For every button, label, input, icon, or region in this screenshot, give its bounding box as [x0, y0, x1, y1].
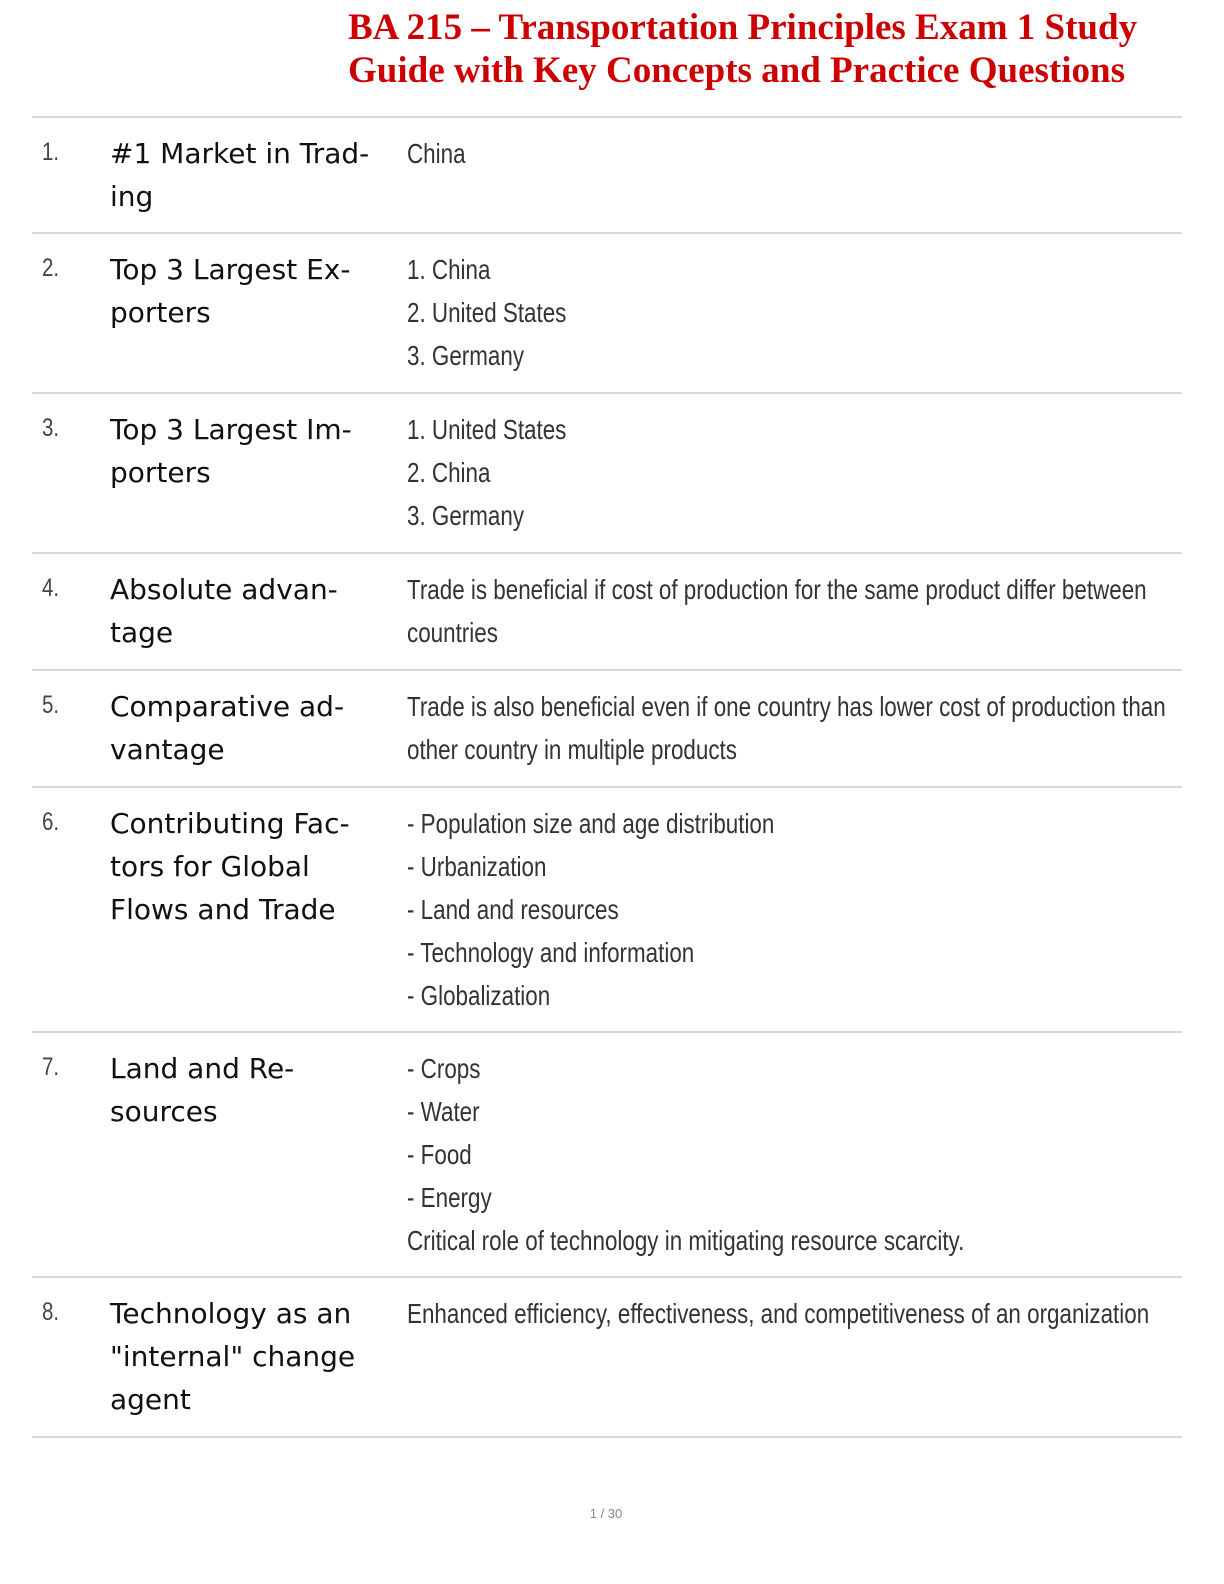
flashcard-row: [32, 788, 1182, 1033]
flashcard-row: [32, 394, 1182, 554]
definition-line: - Technology and information: [407, 937, 695, 968]
definition-line: 3. Germany: [407, 500, 525, 531]
card-term: Top 3 Largest Im-porters: [110, 413, 352, 489]
definition-line: 2. China: [407, 457, 491, 488]
card-number: 5.: [42, 691, 60, 719]
definition-line: - Urbanization: [407, 851, 547, 882]
card-term: Land and Re-sources: [110, 1052, 295, 1128]
card-term: Technology as an "internal" change agent: [110, 1297, 356, 1416]
flashcard-row: [32, 671, 1182, 788]
flashcard-row: [32, 554, 1182, 671]
definition-line: countries: [407, 617, 498, 648]
definition-line: Trade is also beneficial even if one country has lower cost of production than: [407, 691, 1166, 722]
card-term: Top 3 Largest Ex-porters: [110, 253, 351, 329]
card-number: 4.: [42, 574, 60, 602]
definition-line: Trade is beneficial if cost of production for the same product differ between: [407, 574, 1147, 605]
definition-line: 1. United States: [407, 414, 567, 445]
definition-line: - Globalization: [407, 980, 551, 1011]
card-term: #1 Market in Trad-ing: [110, 137, 370, 213]
flashcard-row: [32, 1278, 1182, 1438]
card-definition: [407, 568, 1151, 654]
definition-line: China: [407, 138, 466, 169]
card-definition: [407, 685, 1166, 771]
card-definition: [407, 1292, 1151, 1335]
definition-line: Critical role of technology in mitigating resource scarcity.: [407, 1225, 965, 1256]
card-number: 3.: [42, 414, 60, 442]
definition-line: 1. China: [407, 254, 491, 285]
page-indicator: 1 / 30: [589, 1506, 623, 1521]
card-definition: [407, 802, 1151, 1017]
card-definition: [407, 248, 1151, 377]
card-number: 8.: [42, 1298, 60, 1326]
definition-line: - Energy: [407, 1182, 492, 1213]
card-term: Comparative ad-vantage: [110, 690, 345, 766]
card-number: 2.: [42, 254, 60, 282]
definition-line: - Crops: [407, 1053, 481, 1084]
definition-line: - Water: [407, 1096, 480, 1127]
card-term: Absolute advan-tage: [110, 573, 338, 649]
definition-line: Enhanced efficiency, effectiveness, and competitiveness of an organization: [407, 1298, 1150, 1329]
flashcard-row: [32, 118, 1182, 234]
card-definition: [407, 1047, 1151, 1262]
card-number: 7.: [42, 1053, 60, 1081]
card-number: 6.: [42, 808, 60, 836]
flashcard-row: [32, 234, 1182, 394]
definition-line: other country in multiple products: [407, 734, 737, 765]
definition-line: - Population size and age distribution: [407, 808, 775, 839]
definition-line: - Food: [407, 1139, 472, 1170]
definition-line: 2. United States: [407, 297, 567, 328]
definition-line: - Land and resources: [407, 894, 619, 925]
card-number: 1.: [42, 138, 60, 166]
flashcard-list: [32, 116, 1182, 1438]
document-title: BA 215 – Transportation Principles Exam 1 Study Guide with Key Concepts and Practice Questions: [348, 7, 1138, 91]
definition-line: 3. Germany: [407, 340, 525, 371]
flashcard-row: [32, 1033, 1182, 1278]
card-term: Contributing Fac-tors for Global Flows and Trade: [110, 807, 350, 926]
card-definition: [407, 132, 1151, 175]
card-definition: [407, 408, 1151, 537]
